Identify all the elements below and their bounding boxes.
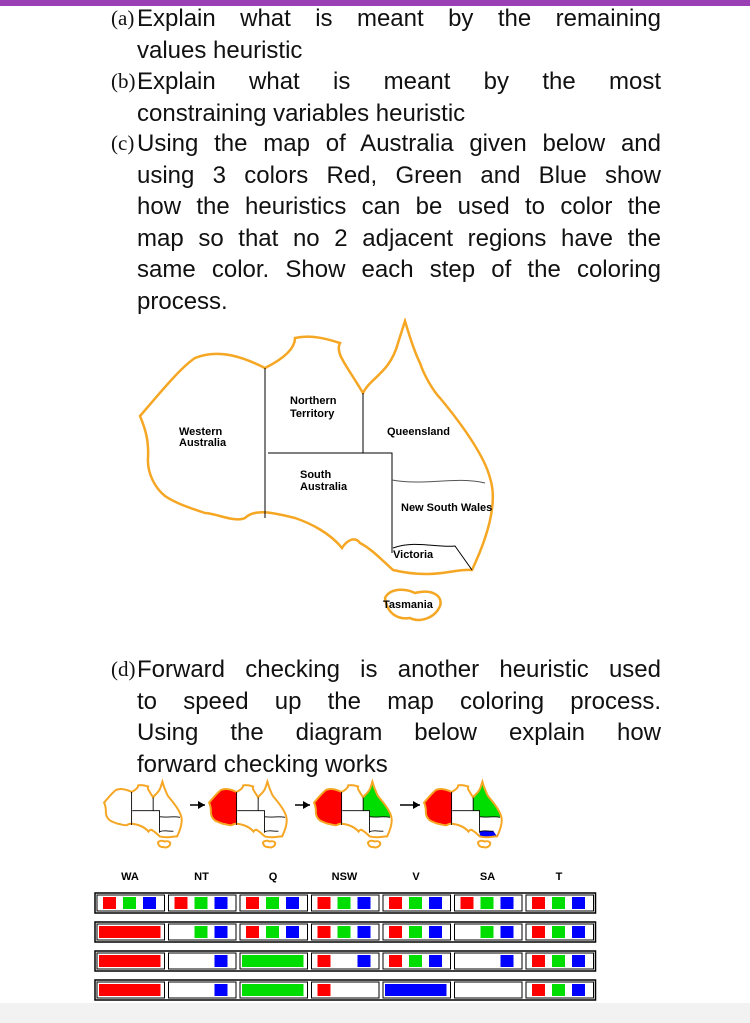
domain-value bbox=[318, 955, 331, 967]
question-a-line-1: (a) Explain what is meant by the remaining bbox=[113, 3, 661, 35]
question-a bbox=[113, 3, 661, 66]
step-region-fill bbox=[314, 789, 342, 826]
label-northern-territory: Northern Territory bbox=[290, 395, 337, 420]
question-c-line-6: process. bbox=[137, 287, 228, 315]
domain-value bbox=[409, 955, 422, 967]
forward-checking-step-map bbox=[424, 782, 502, 848]
domain-value bbox=[338, 897, 351, 909]
step-map-tasmania bbox=[368, 841, 380, 848]
question-b-line-2: constraining variables heuristic bbox=[137, 99, 466, 127]
step-map-tasmania bbox=[158, 841, 170, 848]
domain-value bbox=[501, 955, 514, 967]
question-c-line-4: map so that no 2 adjacent regions have the bbox=[137, 224, 661, 252]
domain-value bbox=[572, 984, 585, 996]
domain-value bbox=[481, 897, 494, 909]
domain-value bbox=[195, 897, 208, 909]
domain-value bbox=[501, 897, 514, 909]
question-b-letter: (b) bbox=[111, 69, 136, 93]
question-d-line-3: Using the diagram below explain how bbox=[137, 719, 661, 746]
forward-checking-step-map bbox=[104, 782, 182, 848]
domain-value bbox=[429, 955, 442, 967]
domain-value bbox=[552, 897, 565, 909]
step-region-fill bbox=[209, 789, 237, 826]
domain-value bbox=[389, 897, 402, 909]
domain-value bbox=[123, 897, 136, 909]
domain-value bbox=[358, 897, 371, 909]
forward-checking-domain-table bbox=[95, 893, 596, 1000]
column-header: NT bbox=[194, 871, 209, 883]
question-d-line-4: forward checking works bbox=[137, 750, 388, 778]
domain-value bbox=[143, 897, 156, 909]
label-western-australia: Western Australia bbox=[179, 426, 227, 449]
domain-value bbox=[215, 955, 228, 967]
column-header: NSW bbox=[331, 871, 358, 883]
domain-value bbox=[552, 926, 565, 938]
question-c-line-3: how the heuristics can be used to color the bbox=[137, 193, 661, 220]
domain-value bbox=[215, 926, 228, 938]
domain-value bbox=[572, 926, 585, 938]
column-header: WA bbox=[121, 871, 139, 883]
border-nt-sa bbox=[268, 453, 392, 553]
step-region-fill bbox=[473, 782, 500, 818]
domain-value bbox=[429, 926, 442, 938]
question-d bbox=[113, 654, 661, 780]
label-victoria: Victoria bbox=[393, 549, 434, 561]
domain-value bbox=[409, 926, 422, 938]
question-c-letter: (c) bbox=[111, 131, 135, 155]
domain-row bbox=[95, 951, 596, 971]
question-b bbox=[113, 66, 661, 129]
label-south-australia: South Australia bbox=[300, 469, 348, 493]
question-c-line-2: using 3 colors Red, Green and Blue show bbox=[137, 161, 661, 189]
step-arrow-head bbox=[413, 801, 420, 809]
step-region-fill bbox=[363, 782, 390, 818]
domain-value bbox=[358, 926, 371, 938]
domain-value bbox=[266, 926, 279, 938]
question-d-line-1: (d) Forward checking is another heuristic used bbox=[113, 654, 661, 686]
domain-value bbox=[286, 926, 299, 938]
question-a-line-2: values heuristic bbox=[137, 36, 303, 64]
forward-checking-step-map bbox=[314, 782, 392, 848]
column-header: Q bbox=[268, 871, 278, 883]
question-c-line-1: (c) Using the map of Australia given below and bbox=[113, 128, 661, 160]
question-d-line-2: to speed up the map coloring process. bbox=[137, 687, 661, 715]
forward-checking-column-headers bbox=[121, 871, 563, 883]
domain-value bbox=[552, 984, 565, 996]
domain-value bbox=[532, 897, 545, 909]
assigned-value bbox=[99, 955, 161, 967]
domain-value bbox=[409, 897, 422, 909]
domain-value bbox=[572, 955, 585, 967]
label-tasmania: Tasmania bbox=[383, 599, 433, 611]
assigned-value bbox=[99, 926, 161, 938]
domain-value bbox=[481, 926, 494, 938]
domain-value bbox=[532, 926, 545, 938]
question-c-line-5: same color. Show each step of the coloring bbox=[137, 256, 661, 283]
step-map-outline bbox=[104, 782, 182, 838]
domain-value bbox=[318, 897, 331, 909]
forward-checking-steps bbox=[104, 782, 502, 848]
question-d-letter: (d) bbox=[111, 657, 136, 681]
domain-value bbox=[358, 955, 371, 967]
domain-value bbox=[338, 926, 351, 938]
domain-value bbox=[389, 926, 402, 938]
domain-value bbox=[246, 897, 259, 909]
question-a-letter: (a) bbox=[111, 6, 135, 30]
domain-value bbox=[572, 897, 585, 909]
domain-value bbox=[532, 984, 545, 996]
domain-row bbox=[95, 980, 596, 1000]
domain-value bbox=[532, 955, 545, 967]
domain-value bbox=[318, 984, 331, 996]
domain-value bbox=[429, 897, 442, 909]
bottom-bar bbox=[0, 1003, 750, 1023]
domain-value bbox=[195, 926, 208, 938]
domain-value bbox=[175, 897, 188, 909]
column-header: V bbox=[412, 871, 420, 883]
column-header: SA bbox=[479, 871, 496, 883]
domain-value bbox=[286, 897, 299, 909]
domain-value bbox=[215, 897, 228, 909]
label-queensland: Queensland bbox=[387, 426, 450, 438]
forward-checking-diagram bbox=[90, 778, 610, 1008]
domain-value bbox=[318, 926, 331, 938]
assigned-value bbox=[242, 984, 304, 996]
australia-map bbox=[135, 318, 515, 628]
step-map-borders bbox=[132, 792, 180, 833]
border-q-nsw bbox=[392, 480, 485, 483]
forward-checking-step-map bbox=[209, 782, 287, 848]
domain-value bbox=[103, 897, 116, 909]
assigned-value bbox=[242, 955, 304, 967]
question-c bbox=[113, 128, 661, 317]
domain-value bbox=[266, 897, 279, 909]
domain-value bbox=[389, 955, 402, 967]
domain-value bbox=[501, 926, 514, 938]
assigned-value bbox=[99, 984, 161, 996]
step-region-fill bbox=[424, 789, 452, 826]
label-new-south-wales: New South Wales bbox=[401, 502, 493, 514]
step-arrow-head bbox=[303, 801, 310, 809]
assigned-value bbox=[385, 984, 447, 996]
domain-value bbox=[461, 897, 474, 909]
step-map-borders bbox=[237, 792, 285, 833]
domain-value bbox=[215, 984, 228, 996]
step-map-tasmania bbox=[263, 841, 275, 848]
domain-value bbox=[246, 926, 259, 938]
step-arrow-head bbox=[198, 801, 205, 809]
question-b-line-1: (b) Explain what is meant by the most bbox=[113, 66, 661, 98]
step-map-tasmania bbox=[478, 841, 490, 848]
domain-value bbox=[552, 955, 565, 967]
column-header: T bbox=[555, 871, 563, 883]
